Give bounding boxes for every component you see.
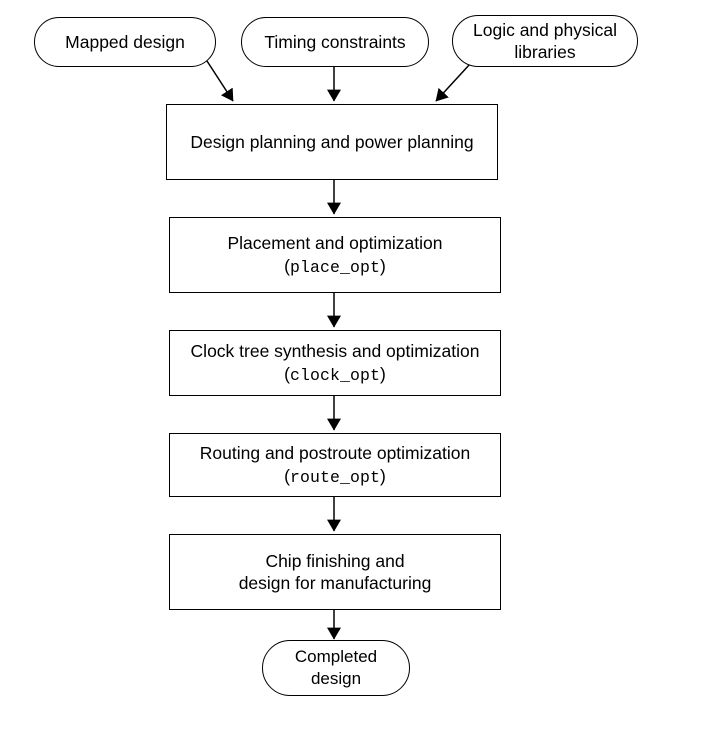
node-placement-command xyxy=(284,255,386,278)
node-routing-command-name: route_opt xyxy=(289,467,380,487)
node-routing-label: Routing and postroute optimization xyxy=(199,443,471,464)
node-mapped-design-label: Mapped design xyxy=(65,31,185,52)
node-completed-design-label-line1: Completed xyxy=(294,647,378,667)
node-logic-libraries-label-line1: Logic and physical xyxy=(473,19,617,40)
node-clock-tree-synthesis-and-optimization xyxy=(169,330,501,396)
node-placement-command-name: place_opt xyxy=(289,257,380,277)
paren-open: ( xyxy=(284,465,290,486)
node-clock-tree-command-name: clock_opt xyxy=(289,365,380,385)
node-clock-tree-label: Clock tree synthesis and optimization xyxy=(190,341,480,362)
node-clock-tree-command xyxy=(284,363,386,386)
node-completed-design-label-line2: design xyxy=(310,669,362,688)
edge-mapped-design-to-design-planning xyxy=(207,61,233,101)
node-design-planning-label: Design planning and power planning xyxy=(190,131,474,152)
edge-logic-libraries-to-design-planning xyxy=(436,64,470,101)
paren-open: ( xyxy=(284,255,290,276)
node-routing-command xyxy=(284,465,386,488)
node-timing-constraints-label: Timing constraints xyxy=(264,31,406,52)
node-logic-libraries-label-line2: libraries xyxy=(514,42,576,62)
paren-close: ) xyxy=(380,255,386,276)
node-chip-finishing-and-design-for-manufacturing xyxy=(169,534,501,610)
node-placement-label: Placement and optimization xyxy=(227,233,443,254)
paren-close: ) xyxy=(380,465,386,486)
paren-open: ( xyxy=(284,363,290,384)
node-chip-finishing-label-line2: design for manufacturing xyxy=(238,573,432,593)
node-timing-constraints xyxy=(241,17,429,67)
node-mapped-design xyxy=(34,17,216,67)
node-routing-and-postroute-optimization xyxy=(169,433,501,497)
node-design-planning-and-power-planning xyxy=(166,104,498,180)
node-placement-and-optimization xyxy=(169,217,501,293)
node-chip-finishing-label-line1: Chip finishing and xyxy=(265,550,405,571)
node-completed-design xyxy=(262,640,410,696)
paren-close: ) xyxy=(380,363,386,384)
node-logic-and-physical-libraries xyxy=(452,15,638,67)
